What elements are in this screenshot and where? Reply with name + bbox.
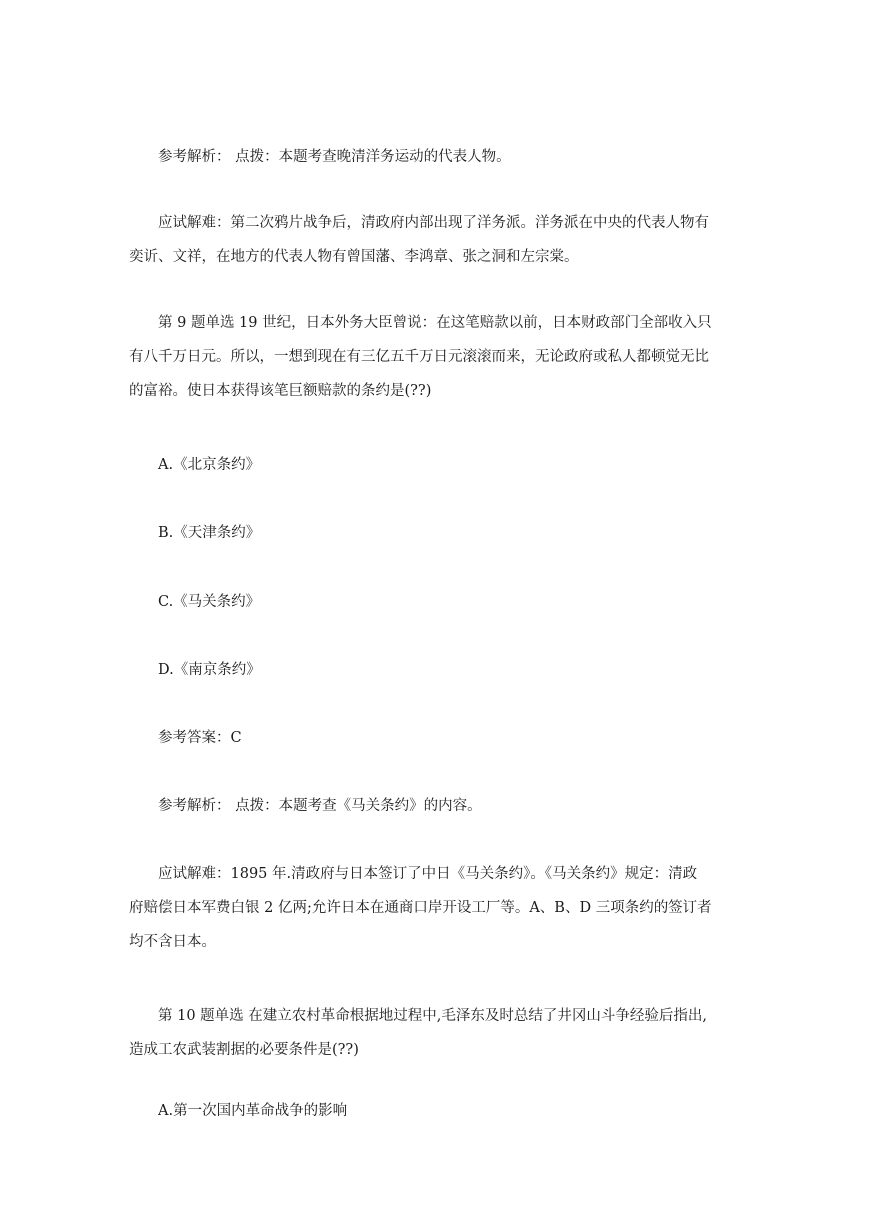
explanation-q8 (129, 206, 798, 274)
text-line: 的富裕。使日本获得该笔巨额赔款的条约是(??) (129, 383, 432, 399)
text-line: 奕䜣、文祥，在地方的代表人物有曾国藩、李鸿章、张之洞和左宗棠。 (129, 249, 579, 265)
text-line: 造成工农武装割据的必要条件是(??) (129, 1042, 359, 1058)
text-line: A.第一次国内革命战争的影响 (158, 1103, 348, 1119)
option-d (158, 653, 798, 687)
text-line: C.《马关条约》 (158, 594, 261, 610)
text-line: B.《天津条约》 (158, 525, 261, 541)
option-a-q10 (158, 1094, 798, 1128)
text-line: A.《北京条约》 (158, 457, 261, 473)
text-line: D.《南京条约》 (158, 662, 261, 678)
text-line: 应试解难：1895 年.清政府与日本签订了中日《马关条约》。《马关条约》规定：清政 (158, 866, 698, 882)
text-line: 均不含日本。 (129, 934, 216, 950)
analysis-q8 (158, 140, 798, 174)
answer-q9 (158, 721, 798, 755)
explanation-q9 (129, 857, 798, 959)
text-line: 参考解析： 点拨：本题考查《马关条约》的内容。 (158, 798, 482, 814)
text-line: 有八千万日元。所以，一想到现在有三亿五千万日元滚滚而来，无论政府或私人都顿觉无比 (129, 349, 709, 365)
analysis-q9 (158, 789, 798, 823)
option-c (158, 585, 798, 619)
text-line: 应试解难：第二次鸦片战争后，清政府内部出现了洋务派。洋务派在中央的代表人物有 (158, 215, 709, 231)
option-b (158, 516, 798, 550)
option-a (158, 448, 798, 482)
question-10 (129, 999, 798, 1067)
text-line: 第 10 题单选 在建立农村革命根据地过程中,毛泽东及时总结了井冈山斗争经验后指出, (158, 1008, 707, 1024)
text-line: 参考解析： 点拨：本题考查晚清洋务运动的代表人物。 (158, 149, 511, 165)
text-line: 参考答案：C (158, 730, 242, 746)
text-line: 府赔偿日本军费白银 2 亿两;允许日本在通商口岸开设工厂等。A、B、D 三项条约的签订者 (129, 900, 712, 916)
text-line: 第 9 题单选 19 世纪，日本外务大臣曾说：在这笔赔款以前，日本财政部门全部收入只 (158, 315, 712, 331)
question-9 (129, 306, 798, 408)
